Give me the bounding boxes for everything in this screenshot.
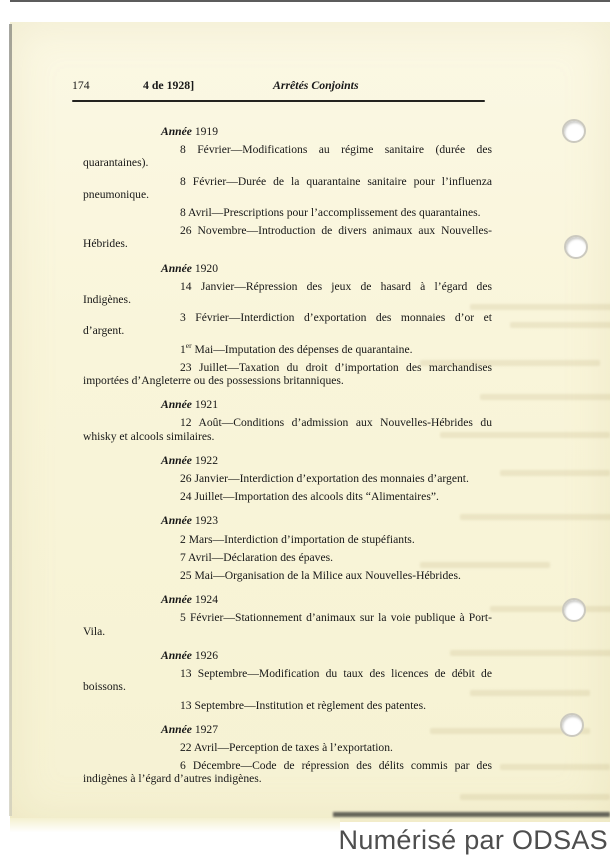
decree-entry: 8 Février—Modifications au régime sanitaire (durée des quarantaines). <box>83 143 492 170</box>
ghost-text-smudge <box>500 764 610 770</box>
page-header <box>10 78 610 94</box>
decree-entry: 14 Janvier—Répression des jeux de hasard à l’égard des Indigènes. <box>83 279 492 307</box>
year-heading <box>161 593 492 606</box>
year-heading-label: Année <box>161 453 192 467</box>
decree-entry: 12 Août—Conditions d’admission aux Nouvelles-Hébrides du whisky et alcools similaires. <box>83 416 492 443</box>
year-heading <box>161 723 492 736</box>
scan-top-edge <box>10 0 610 2</box>
document-page <box>10 22 610 822</box>
year-heading <box>161 514 492 527</box>
year-heading <box>161 454 492 467</box>
header-reference: 4 de 1928] <box>143 78 195 92</box>
punch-hole <box>564 235 588 259</box>
ghost-text-smudge <box>510 322 610 328</box>
year-heading-label: Année <box>161 593 192 607</box>
decree-entry: 13 Septembre—Modification du taux des licences de débit de boissons. <box>83 667 492 694</box>
page-bottom-fade <box>10 818 340 834</box>
year-heading-year: 1921 <box>191 398 219 412</box>
decree-entry: 7 Avril—Déclaration des épaves. <box>180 550 334 564</box>
decree-entry: 23 Juillet—Taxation du droit d’importation des marchandises importées d’Angleterre ou des possessions britanniques. <box>83 360 492 388</box>
year-heading-year: 1922 <box>191 453 219 467</box>
year-heading-year: 1923 <box>191 514 219 528</box>
year-heading-label: Année <box>161 722 192 736</box>
decree-entry: 22 Avril—Perception de taxes à l’exportation. <box>180 740 393 754</box>
header-rule <box>72 100 485 102</box>
year-heading-year: 1926 <box>191 648 219 662</box>
ghost-text-smudge <box>490 606 610 612</box>
decree-entry: 2 Mars—Interdiction d’importation de stupéfiants. <box>180 532 415 546</box>
decree-entry: 3 Février—Interdiction d’exportation des monnaies d’or et d’argent. <box>83 311 492 338</box>
decree-entry: 26 Novembre—Introduction de divers animaux aux Nouvelles-Hébrides. <box>83 224 492 251</box>
document-content <box>83 114 492 791</box>
decree-entry: 6 Décembre—Code de répression des délits commis par des indigènes à l’égard d’autres indigènes. <box>83 759 492 786</box>
year-heading-label: Année <box>161 648 192 662</box>
decree-entry: 26 Janvier—Interdiction d’exportation des monnaies d’argent. <box>180 472 469 486</box>
year-heading <box>161 398 492 411</box>
punch-hole <box>560 713 584 737</box>
decree-entry: 8 Février—Durée de la quarantaine sanitaire pour l’influenza pneumonique. <box>83 174 492 201</box>
watermark: Numérisé par ODSAS <box>338 825 608 855</box>
ghost-text-smudge <box>480 394 610 400</box>
decree-entry: 1er Mai—Imputation des dépenses de quarantaine. <box>180 340 413 356</box>
year-heading-label: Année <box>161 514 192 528</box>
decree-entry: 13 Septembre—Institution et règlement des patentes. <box>180 698 426 712</box>
year-heading-year: 1924 <box>191 593 219 607</box>
punch-hole <box>562 598 586 622</box>
year-heading-year: 1920 <box>191 261 219 275</box>
year-heading-year: 1919 <box>191 125 219 138</box>
running-title: Arrêtés Conjoints <box>273 78 359 92</box>
decree-entry: 25 Mai—Organisation de la Milice aux Nouvelles-Hébrides. <box>180 569 461 583</box>
punch-hole <box>562 119 586 143</box>
year-heading-label: Année <box>161 261 192 275</box>
year-heading <box>161 125 492 138</box>
page-bottom-edge-shadow <box>333 812 610 817</box>
ghost-text-smudge <box>460 794 610 800</box>
decree-entry: 8 Avril—Prescriptions pour l’accomplissement des quarantaines. <box>180 206 481 220</box>
year-heading-year: 1927 <box>191 722 219 736</box>
year-heading <box>161 649 492 662</box>
page-left-edge <box>9 24 12 816</box>
year-heading <box>161 262 492 275</box>
ghost-text-smudge <box>500 470 610 476</box>
page-number: 174 <box>72 78 90 92</box>
year-heading-label: Année <box>161 398 192 412</box>
decree-entry: 5 Février—Stationnement d’animaux sur la voie publique à Port-Vila. <box>83 611 492 638</box>
year-heading-label: Année <box>161 125 192 138</box>
decree-entry: 24 Juillet—Importation des alcools dits “Alimentaires”. <box>180 490 439 504</box>
